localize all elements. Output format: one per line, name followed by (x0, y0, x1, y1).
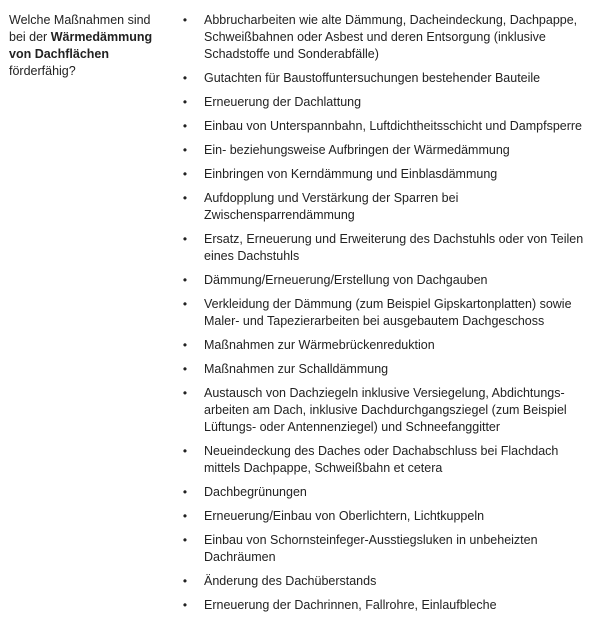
question-text-start: Welche Maßnahmen sind bei der (9, 13, 151, 44)
bullet-icon: • (182, 574, 188, 588)
bullet-icon: • (182, 71, 188, 85)
list-item (174, 118, 592, 135)
list-item (174, 70, 592, 87)
list-item-text: Dämmung/Erneuerung/Erstellung von Dachgauben (204, 273, 488, 287)
question-emphasis: Wärmedämmung von Dachflächen (9, 30, 153, 61)
list-item (174, 385, 592, 436)
list-item-text: Aufdopplung und Verstärkung der Sparren bei Zwischensparrendämmung (204, 191, 459, 222)
bullet-icon: • (182, 362, 188, 376)
list-item (174, 166, 592, 183)
bullet-icon: • (182, 95, 188, 109)
bullet-icon: • (182, 485, 188, 499)
bullet-icon: • (182, 338, 188, 352)
bullet-icon: • (182, 598, 188, 612)
bullet-icon: • (182, 509, 188, 523)
list-item (174, 231, 592, 265)
list-item (174, 272, 592, 289)
list-item-text: Einbringen von Kerndämmung und Einblasdämmung (204, 167, 498, 181)
list-item-text: Einbau von Schornsteinfeger-Ausstiegsluken in unbeheizten Dachräumen (204, 533, 538, 564)
bullet-icon: • (182, 143, 188, 157)
bullet-icon: • (182, 232, 188, 246)
list-item-text: Erneuerung der Dachrinnen, Fallrohre, Einlaufbleche (204, 598, 497, 612)
bullet-icon: • (182, 13, 188, 27)
list-item-text: Neueindeckung des Daches oder Dachabschluss bei Flachdach mittels Dachpappe, Schweißbahn et cetera (204, 444, 559, 475)
list-item-text: Einbau von Unterspannbahn, Luftdichtheitsschicht und Dampfsperre (204, 119, 583, 133)
bullet-icon: • (182, 191, 188, 205)
bullet-icon: • (182, 444, 188, 458)
bullet-icon: • (182, 533, 188, 547)
list-item (174, 296, 592, 330)
list-item-text: Erneuerung/Einbau von Oberlichtern, Lichtkuppeln (204, 509, 485, 523)
question-label (9, 12, 169, 80)
list-item-text: Erneuerung der Dachlattung (204, 95, 362, 109)
list-item-text: Ersatz, Erneuerung und Erweiterung des Dachstuhls oder von Teilen eines Dachstuhls (204, 232, 584, 263)
list-item-text: Maßnahmen zur Schalldämmung (204, 362, 389, 376)
bullet-icon: • (182, 273, 188, 287)
list-item-text: Austausch von Dachziegeln inklusive Versiegelung, Abdichtungs- arbeiten am Dach, inklusive Dachdurchgangsziegel (zum Beispiel Lüftungs- oder Antennenziegel) und Schneefanggitter (204, 386, 567, 434)
question-text-end: förderfähig? (9, 64, 76, 78)
bullet-icon: • (182, 119, 188, 133)
list-item (174, 532, 592, 566)
bullet-icon: • (182, 386, 188, 400)
bullet-icon: • (182, 167, 188, 181)
list-item (174, 12, 592, 63)
list-item-text: Änderung des Dachüberstands (204, 574, 377, 588)
list-item-text: Maßnahmen zur Wärmebrückenreduktion (204, 338, 435, 352)
list-item (174, 337, 592, 354)
list-item-text: Verkleidung der Dämmung (zum Beispiel Gipskartonplatten) sowie Maler- und Tapezierarbeiten bei ausgebautem Dachgeschoss (204, 297, 572, 328)
list-item (174, 573, 592, 590)
list-item-text: Ein- beziehungsweise Aufbringen der Wärmedämmung (204, 143, 510, 157)
list-item-text: Abbrucharbeiten wie alte Dämmung, Dacheindeckung, Dachpappe, Schweißbahnen oder Asbest und deren Entsorgung (inklusive Schadstoffe und Sonderabfälle) (204, 13, 578, 61)
list-item (174, 484, 592, 501)
list-item (174, 443, 592, 477)
bullet-icon: • (182, 297, 188, 311)
list-item-text: Gutachten für Baustoffuntersuchungen bestehender Bauteile (204, 71, 541, 85)
list-item (174, 361, 592, 378)
list-item-text: Dachbegrünungen (204, 485, 307, 499)
list-item (174, 190, 592, 224)
measures-list (174, 12, 592, 621)
list-item (174, 508, 592, 525)
list-item (174, 94, 592, 111)
list-item (174, 142, 592, 159)
